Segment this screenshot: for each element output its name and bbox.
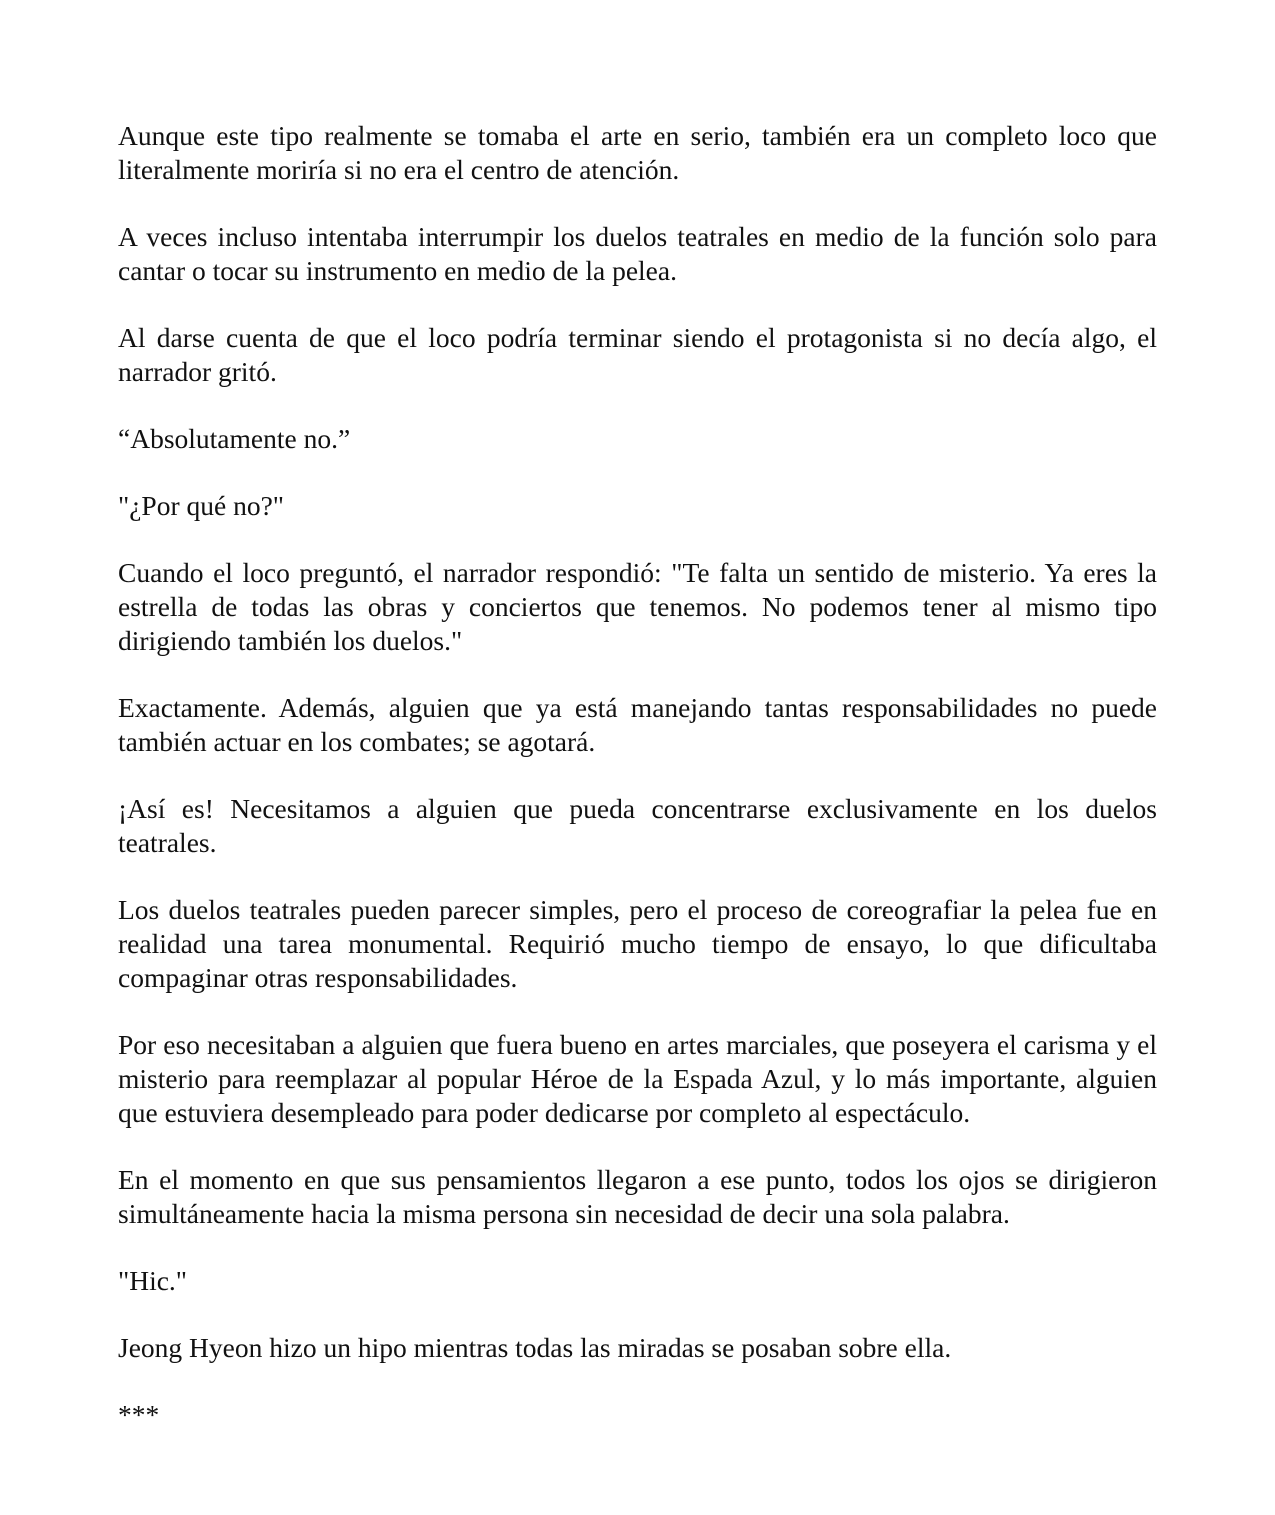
- paragraph-narrator-reply: Cuando el loco preguntó, el narrador respondió: "Te falta un sentido de misterio. Ya eres la estrella de todas las obras y conciertos que tenemos. No podemos tener al mismo tipo dirigiendo también los duelos.": [118, 557, 1157, 656]
- dialogue-hic: "Hic.": [118, 1265, 188, 1296]
- paragraph-choreography: Los duelos teatrales pueden parecer simples, pero el proceso de coreografiar la pelea fue en realidad una tarea monumental. Requirió mucho tiempo de ensayo, lo que dificultaba compaginar otras responsabilidades.: [118, 894, 1157, 993]
- paragraph-thats-right: ¡Así es! Necesitamos a alguien que pueda concentrarse exclusivamente en los duelos teatrales.: [118, 793, 1157, 858]
- dialogue-absolutely-not: “Absolutamente no.”: [118, 423, 351, 454]
- document-page: [118, 119, 1157, 1465]
- section-break: ***: [118, 1399, 160, 1430]
- paragraph-requirements: Por eso necesitaban a alguien que fuera bueno en artes marciales, que poseyera el carisma y el misterio para reemplazar al popular Héroe de la Espada Azul, y lo más importante, alguien que estuviera desempleado para poder dedicarse por completo al espectáculo.: [118, 1029, 1157, 1128]
- paragraph-jeong-hyeon: Jeong Hyeon hizo un hipo mientras todas las miradas se posaban sobre ella.: [118, 1332, 952, 1363]
- paragraph-exactly: Exactamente. Además, alguien que ya está manejando tantas responsabilidades no puede también actuar en los combates; se agotará.: [118, 692, 1157, 757]
- paragraph-1: Aunque este tipo realmente se tomaba el arte en serio, también era un completo loco que literalmente moriría si no era el centro de atención.: [118, 120, 1157, 185]
- dialogue-why-not: "¿Por qué no?": [118, 490, 285, 521]
- paragraph-all-eyes: En el momento en que sus pensamientos llegaron a ese punto, todos los ojos se dirigieron simultáneamente hacia la misma persona sin necesidad de decir una sola palabra.: [118, 1164, 1157, 1229]
- paragraph-3: Al darse cuenta de que el loco podría terminar siendo el protagonista si no decía algo, el narrador gritó.: [118, 322, 1157, 387]
- paragraph-2: A veces incluso intentaba interrumpir los duelos teatrales en medio de la función solo para cantar o tocar su instrumento en medio de la pelea.: [118, 221, 1157, 286]
